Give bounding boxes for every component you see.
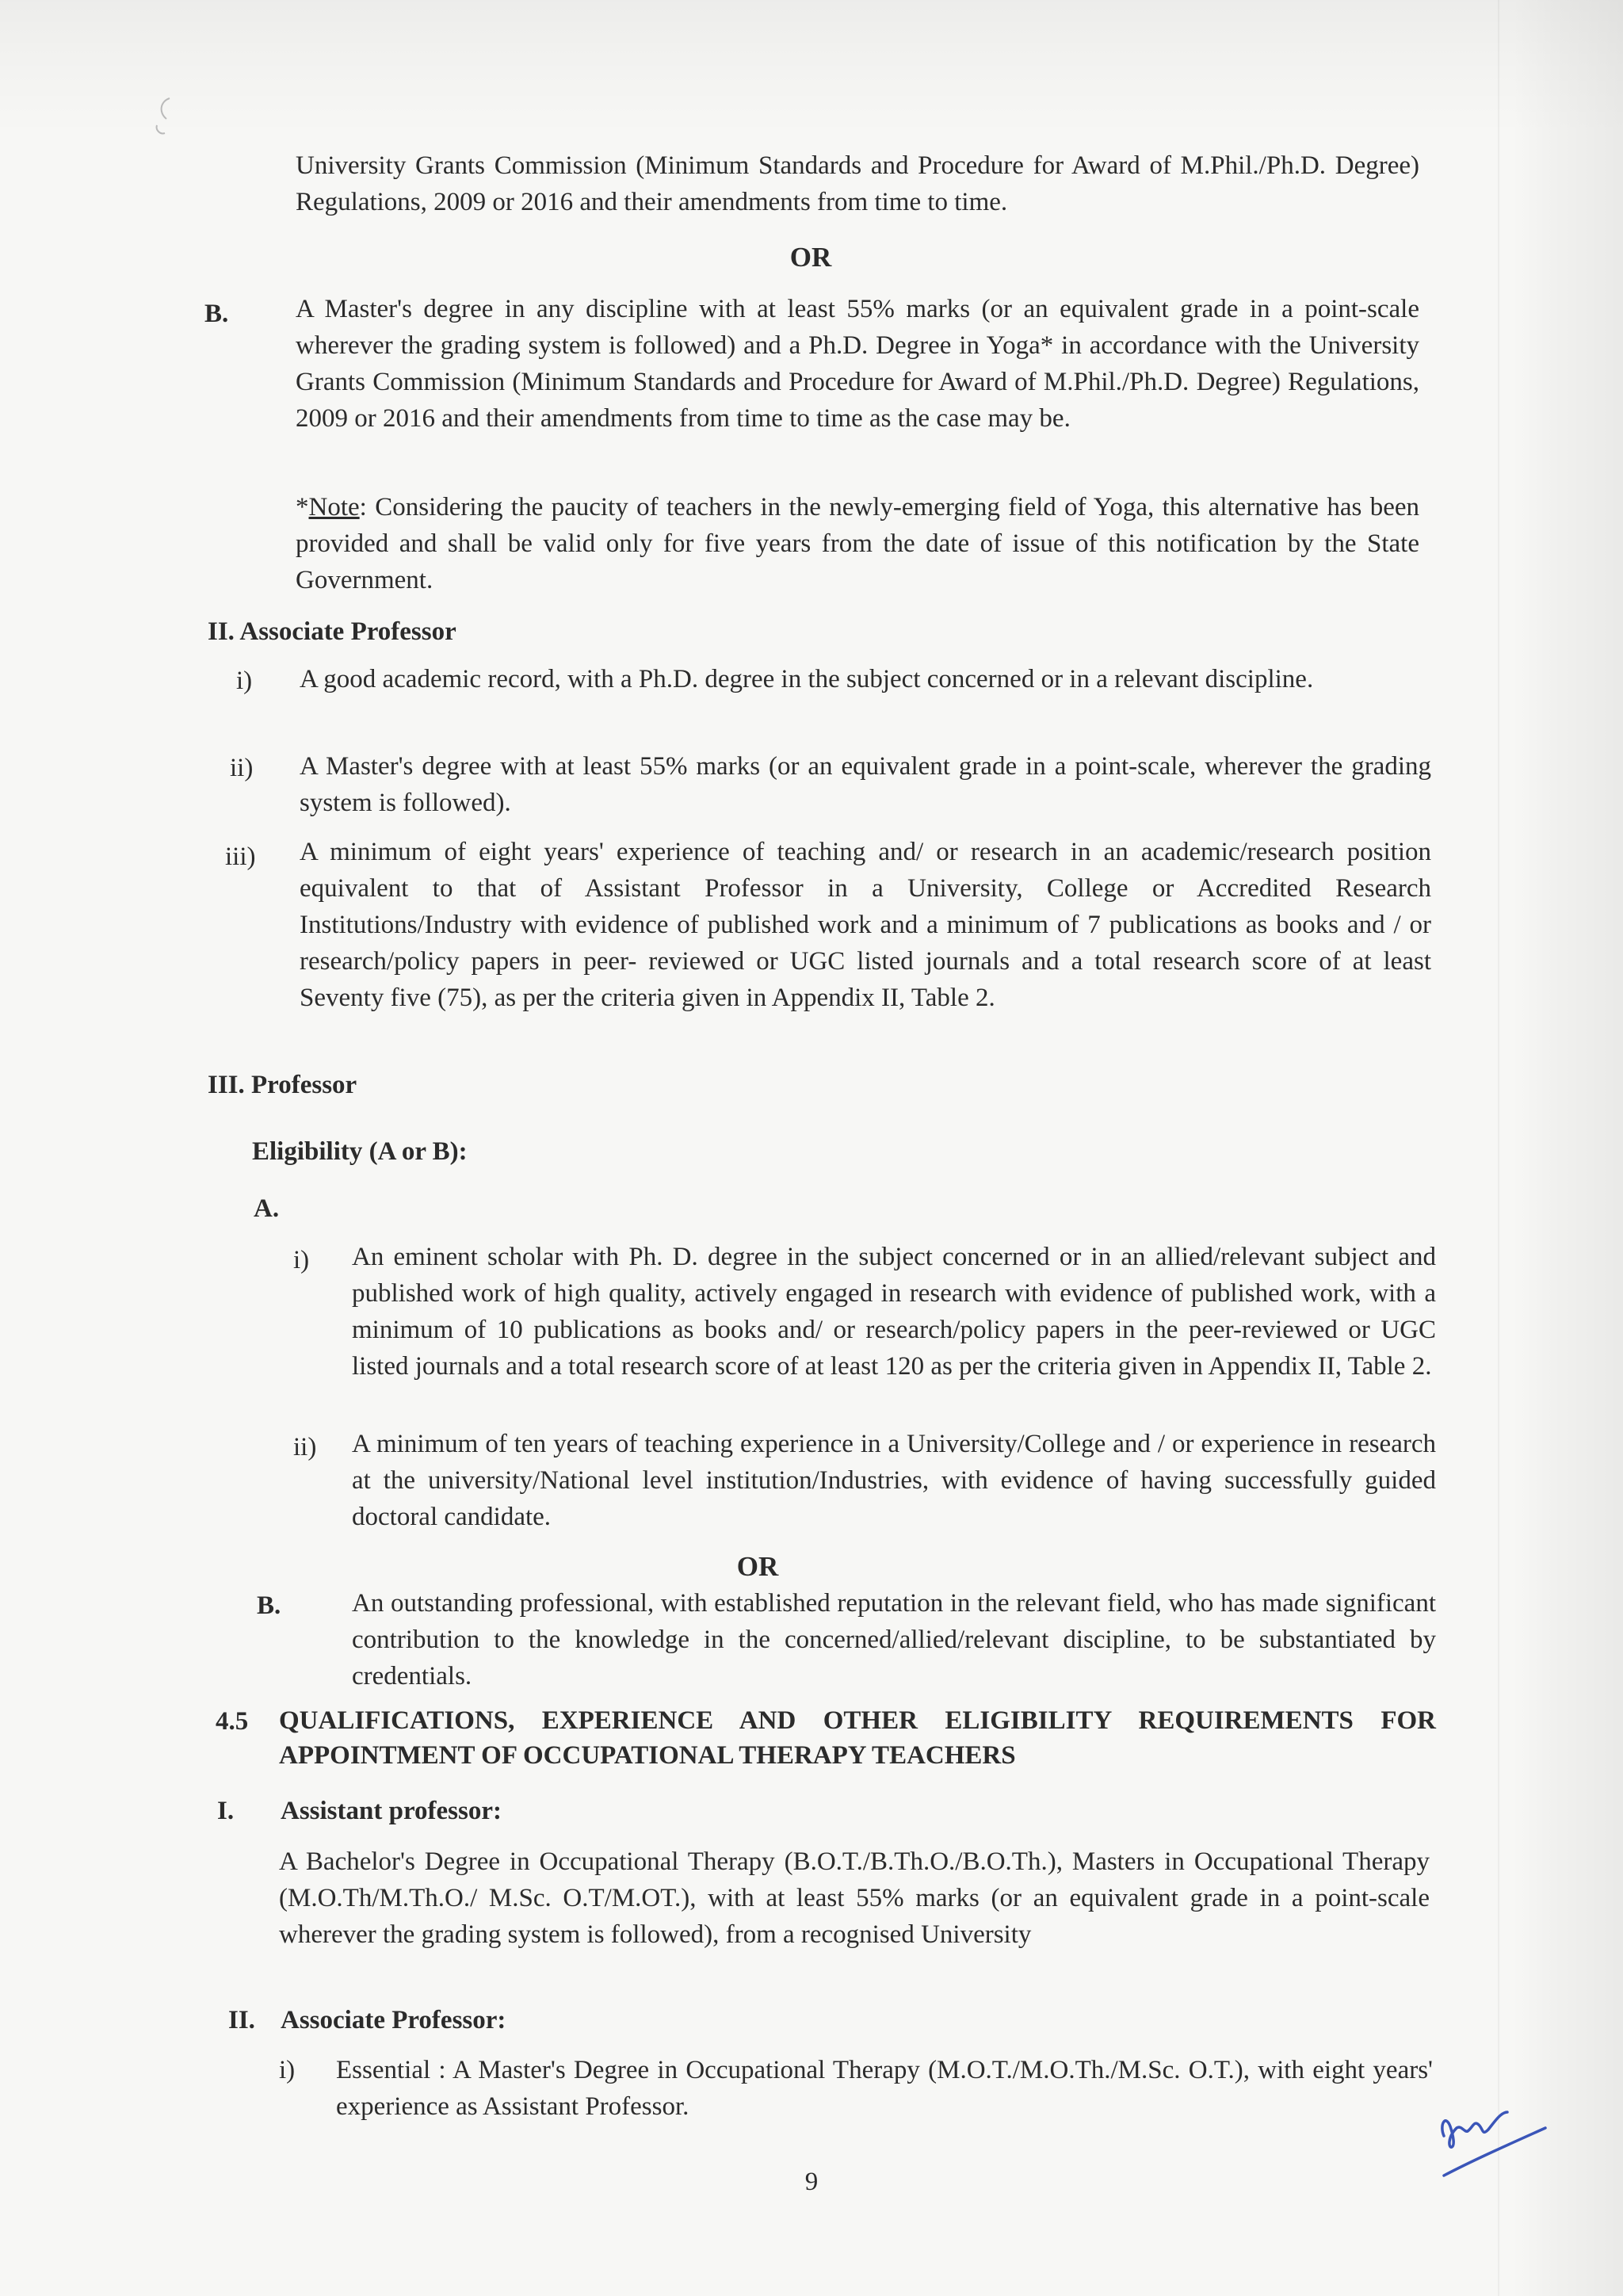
section-title: QUALIFICATIONS, EXPERIENCE AND OTHER ELIGIBILITY REQUIREMENTS FOR APPOINTMENT OF OCCUPATIONAL THERAPY TEACHERS — [279, 1706, 1436, 1770]
associate-item-num: i) — [236, 667, 253, 695]
section-number: 4.5 — [216, 1707, 249, 1736]
associate-ot-item-num: i) — [279, 2056, 296, 2084]
yoga-b-text: A Master's degree in any discipline with at least 55% marks (or an equivalent grade in a point-scale wherever the grading system is followed) and a Ph.D. Degree in Yoga* in accordance with the University Grants Commission (Minimum Standards and Procedure for Award of M.Phil./Ph.D. Degree) Regulations, 2009 or 2016 and their amendments from time to time as the case may be. — [296, 295, 1419, 433]
assistant-text: A Bachelor's Degree in Occupational Therapy (B.O.T./B.Th.O./B.O.Th.), Masters in Occupational Therapy (M.O.Th/M.Th.O./ M.Sc. O.T/M.OT.), with at least 55% marks (or an equivalent grade in a point-scale wherever the grading system is followed), from a recognised University — [279, 1847, 1430, 1949]
associate-item-text: A Master's degree with at least 55% marks (or an equivalent grade in a point-scale, wherever the grading system is followed). — [300, 752, 1431, 817]
note-label: Note — [308, 493, 360, 521]
associate-ot-item-text: Essential : A Master's Degree in Occupational Therapy (M.O.T./M.O.Th./M.Sc. O.T.), with eight years' experience as Assistant Professor. — [336, 2056, 1433, 2121]
eligibility-heading: Eligibility (A or B): — [252, 1137, 468, 1166]
note-text: : Considering the paucity of teachers in the newly-emerging field of Yoga, this alternative has been provided and shall be valid only for five years from the date of issue of this notification by the State Government. — [296, 493, 1419, 594]
professor-a-label: A. — [254, 1194, 280, 1223]
associate-heading: II. Associate Professor — [208, 617, 456, 646]
associate-item-num: iii) — [225, 842, 256, 871]
associate-item-text: A minimum of eight years' experience of teaching and/ or research in an academic/research position equivalent to that of Assistant Professor in a University, College or Accredited Research Institutions/Industry with evidence of published work and a minimum of 7 publications as books and / or research/policy papers in peer- reviewed or UGC listed journals and a total research score of at least Seventy five (75), as per the criteria given in Appendix II, Table 2. — [300, 838, 1431, 1012]
yoga-b-label: B. — [204, 300, 229, 328]
associate-item-text: A good academic record, with a Ph.D. degree in the subject concerned or in a relevant discipline. — [300, 665, 1314, 693]
punch-hole-mark-icon — [149, 94, 185, 149]
scan-fold-line — [1498, 0, 1499, 2296]
professor-item-num: ii) — [293, 1433, 317, 1461]
professor-item-text: A minimum of ten years of teaching experience in a University/College and / or experience in research at the university/National level institution/Industries, with evidence of having successfully guided doctoral candidate. — [352, 1430, 1436, 1531]
professor-heading: III. Professor — [208, 1071, 357, 1099]
professor-item-num: i) — [293, 1246, 310, 1274]
associate-ot-num: II. — [228, 2006, 255, 2034]
continuation-text: University Grants Commission (Minimum Standards and Procedure for Award of M.Phil./Ph.D. Degree) Regulations, 2009 or 2016 and their amendments from time to time. — [296, 151, 1419, 216]
professor-b-text: An outstanding professional, with established reputation in the relevant field, who has made significant contribution to the knowledge in the concerned/allied/relevant discipline, to be substantiated by credentials. — [352, 1589, 1436, 1690]
yoga-note — [296, 489, 1419, 598]
assistant-heading: Assistant professor: — [281, 1797, 502, 1825]
associate-item-num: ii) — [230, 754, 254, 782]
assistant-num: I. — [217, 1797, 235, 1825]
or-divider: OR — [789, 242, 832, 273]
scan-top-shadow — [0, 0, 1623, 135]
professor-b-label: B. — [257, 1591, 281, 1620]
associate-ot-heading: Associate Professor: — [281, 2006, 506, 2034]
page-number: 9 — [804, 2168, 819, 2196]
professor-item-text: An eminent scholar with Ph. D. degree in the subject concerned or in an allied/relevant subject and published work of high quality, actively engaged in research with evidence of published work, with a minimum of 10 publications as books and/ or research/policy papers in the peer-reviewed or UGC listed journals and a total research score of at least 120 as per the criteria given in Appendix II, Table 2. — [352, 1243, 1436, 1381]
scan-right-edge-shadow — [1512, 0, 1623, 2296]
signature-icon — [1426, 2080, 1553, 2183]
note-prefix: * — [296, 493, 309, 521]
or-divider: OR — [736, 1551, 779, 1582]
